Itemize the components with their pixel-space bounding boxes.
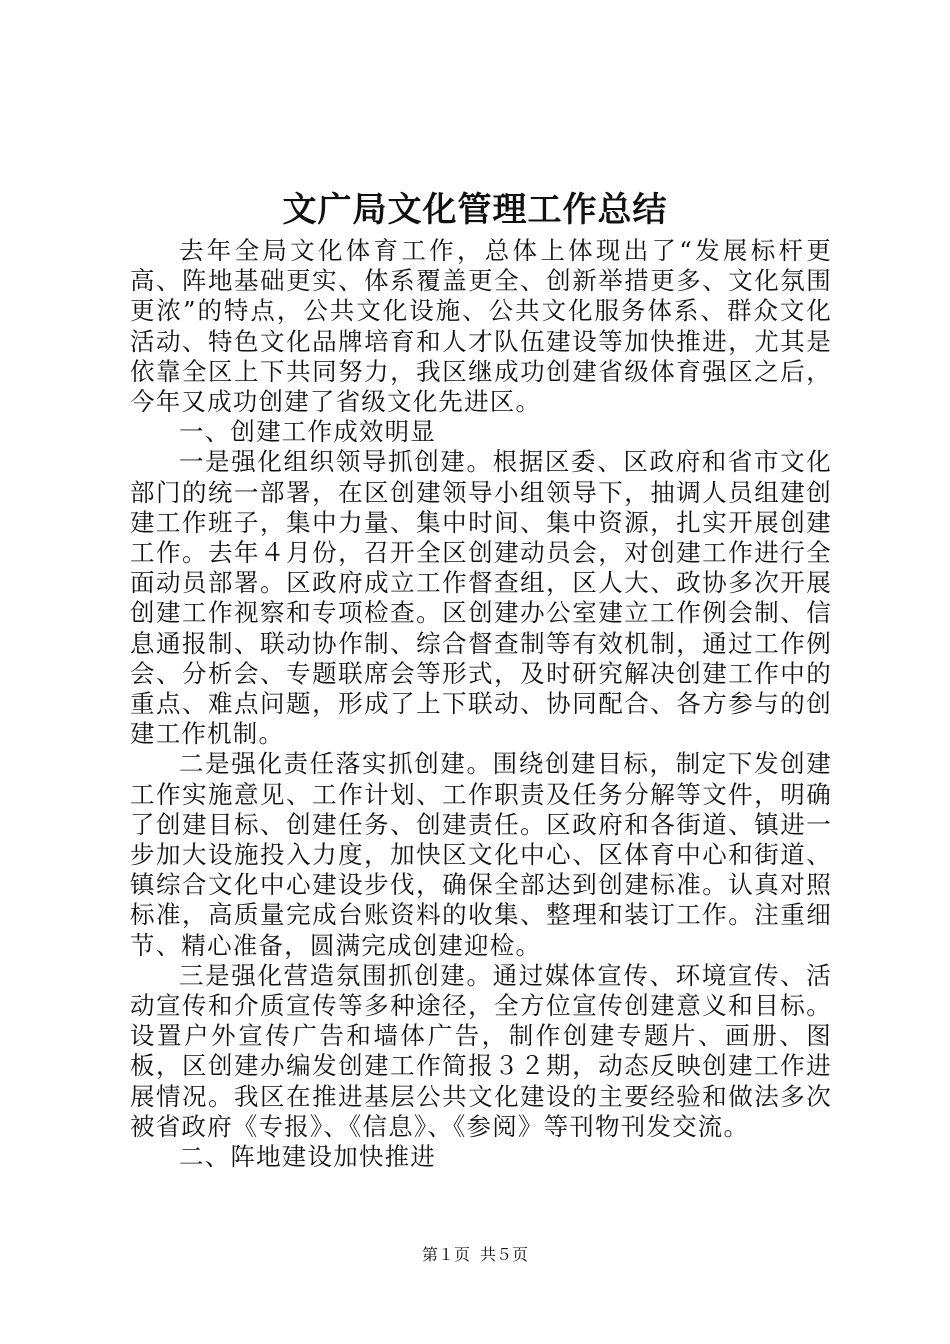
paragraph-atmosphere: 三是强化营造氛围抓创建。通过媒体宣传、环境宣传、活动宣传和介质宣传等多种途径，全方位宣传创建意义和目标。设置户外宣传广告和墙体广告，制作创建专题片、画册、图板，区创建办编发创建工作简报３２期，动态反映创建工作进展情况。我区在推进基层公共文化建设的主要经验和做法多次被省政府《专报》、《信息》、《参阅》等刊物刊发交流。 [130,960,832,1141]
document-body [130,236,832,1172]
intro-paragraph: 去年全局文化体育工作，总体上体现出了“发展标杆更高、阵地基础更实、体系覆盖更全、创新举措更多、文化氛围更浓”的特点，公共文化设施、公共文化服务体系、群众文化活动、特色文化品牌培育和人才队伍建设等加快推进，尤其是依靠全区上下共同努力，我区继成功创建省级体育强区之后，今年又成功创建了省级文化先进区。 [130,236,832,417]
paragraph-organization: 一是强化组织领导抓创建。根据区委、区政府和省市文化部门的统一部署，在区创建领导小组领导下，抽调人员组建创建工作班子，集中力量、集中时间、集中资源，扎实开展创建工作。去年４月份，召开全区创建动员会，对创建工作进行全面动员部署。区政府成立工作督查组，区人大、政协多次开展创建工作视察和专项检查。区创建办公室建立工作例会制、信息通报制、联动协作制、综合督查制等有效机制，通过工作例会、分析会、专题联席会等形式，及时研究解决创建工作中的重点、难点问题，形成了上下联动、协同配合、各方参与的创建工作机制。 [130,447,832,749]
page-footer [0,1244,950,1266]
document-title: 文广局文化管理工作总结 [282,190,668,230]
page-number: 第１页 [421,1245,470,1264]
section-heading-2: 二、阵地建设加快推进 [179,1142,436,1172]
page-total: 共５页 [480,1245,529,1264]
section-heading-1: 一、创建工作成效明显 [179,417,436,447]
paragraph-responsibility: 二是强化责任落实抓创建。围绕创建目标，制定下发创建工作实施意见、工作计划、工作职责及任务分解等文件，明确了创建目标、创建任务、创建责任。区政府和各街道、镇进一步加大设施投入力度，加快区文化中心、区体育中心和街道、镇综合文化中心建设步伐，确保全部达到创建标准。认真对照标准，高质量完成台账资料的收集、整理和装订工作。注重细节、精心准备，圆满完成创建迎检。 [130,749,832,960]
